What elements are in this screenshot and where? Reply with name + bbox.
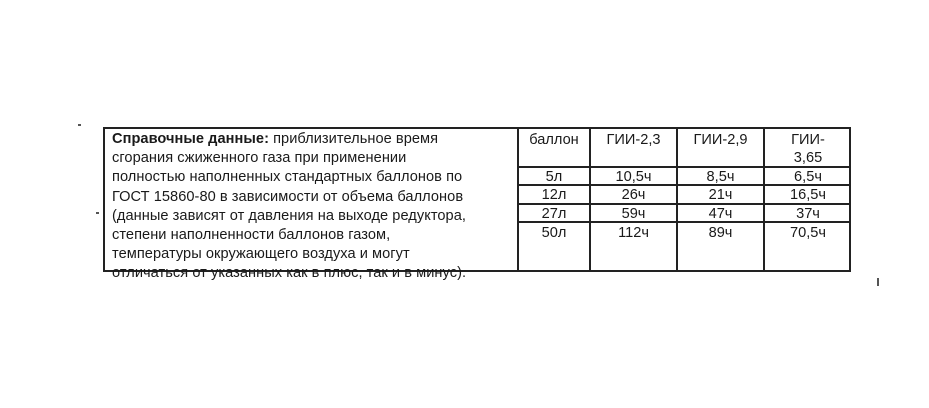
header-gii-2-3: ГИИ-2,3	[606, 132, 661, 148]
header-gii-2-9: ГИИ-2,9	[693, 132, 748, 148]
description-line: степени наполненности баллонов газом,	[112, 227, 391, 244]
scan-mark	[78, 124, 81, 126]
table-cell: 16,5ч	[789, 187, 826, 203]
scan-mark	[96, 212, 99, 214]
table-cell: 59ч	[621, 206, 646, 222]
table-cell: 37ч	[796, 206, 820, 222]
description-lead: Справочные данные:	[112, 131, 269, 147]
table-cell: 8,5ч	[706, 169, 735, 185]
header-gii-3-65-line1: ГИИ-	[791, 132, 825, 148]
description-line: полностью наполненных стандартных баллонов по	[112, 169, 463, 186]
description-line: сгорания сжиженного газа при применении	[112, 150, 407, 167]
description-line: (данные зависят от давления на выходе редуктора,	[112, 207, 466, 224]
table-cell: 50л	[541, 225, 567, 241]
scan-mark	[877, 278, 879, 286]
description-line: приблизительное время	[268, 131, 439, 147]
reference-table	[103, 127, 851, 282]
table-cell: 70,5ч	[789, 225, 826, 241]
header-cylinder: баллон	[529, 132, 579, 148]
table-cell: 26ч	[621, 187, 646, 203]
header-gii-3-65-line2: 3,65	[793, 150, 823, 166]
table-cell: 27л	[541, 206, 567, 222]
table-cell: 89ч	[708, 225, 733, 241]
table-cell: 112ч	[618, 225, 649, 241]
table-cell: 10,5ч	[615, 169, 652, 185]
reference-description	[112, 130, 512, 284]
table-cell: 47ч	[708, 206, 733, 222]
description-line: отличаться от указанных как в плюс, так и в минус).	[112, 265, 467, 282]
table-cell: 12л	[541, 187, 567, 203]
table-cell: 21ч	[708, 187, 733, 203]
description-line: температуры окружающего воздуха и могут	[112, 246, 410, 263]
header-gii-3-65	[765, 131, 851, 167]
description-line: ГОСТ 15860-80 в зависимости от объема баллонов	[112, 188, 464, 205]
table-cell: 5л	[545, 169, 563, 185]
table-cell: 6,5ч	[794, 169, 822, 185]
